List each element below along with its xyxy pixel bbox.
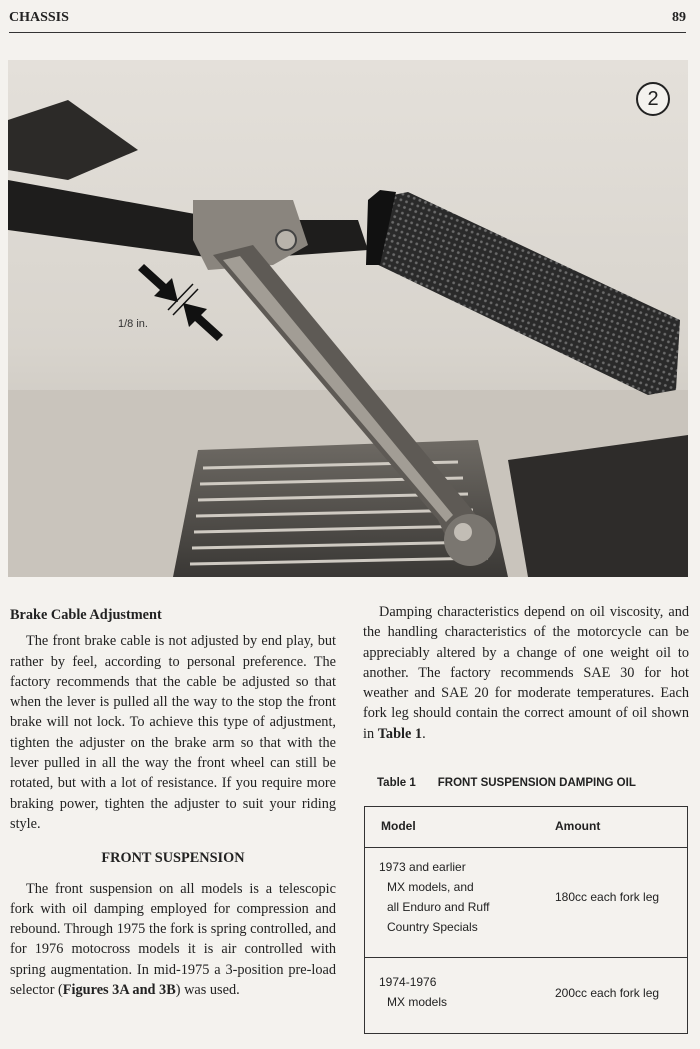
table-row-amount: 180cc each fork leg [555,890,660,904]
lever-ball-highlight [454,523,472,541]
handlebar [8,180,368,260]
paragraph-text: . [422,725,426,742]
paragraph-text: Damping characteristics depend on oil viscosity, and the handling characteristics of the motorcycle can be appreciably altered by a change of one weight oil to another. The factory recommends SAE 30 for hot weather and SAE 20 for moderate temperatures. Each fork leg should contain the correct amount of oil shown in [363,604,689,742]
model-line: 1974-1976 [379,975,437,989]
lever-ball-end [444,514,496,566]
table-title: FRONT SUSPENSION DAMPING OIL [437,777,636,789]
table-row-model [379,972,539,1012]
fork-crown [8,100,138,180]
model-line: MX models, and [387,880,474,894]
front-suspension-paragraph [10,879,336,1001]
damping-oil-table [364,806,688,1034]
figure-photo [8,60,688,577]
paragraph-text: ) was used. [175,982,240,999]
model-line: MX models [387,995,448,1009]
gap-measurement-label: 1/8 in. [118,318,148,330]
table-row-model [379,857,539,937]
fuel-tank [508,435,688,577]
page-header [9,6,686,33]
table-row-amount: 200cc each fork leg [555,986,660,1000]
right-column [363,602,689,744]
brake-cable-heading: Brake Cable Adjustment [10,607,162,623]
figure-number-badge: 2 [636,82,670,116]
model-line: 1973 and earlier [379,860,466,874]
hand-grip [368,192,680,395]
table-caption [377,777,636,789]
section-title: CHASSIS [9,10,69,25]
table-label: Table 1 [377,777,416,789]
row-divider [365,957,687,958]
pivot-bolt [276,230,296,250]
column-header-model: Model [381,819,416,833]
brake-cable-paragraph: The front brake cable is not adjusted by end play, but rather by feel, according to personal preference. The factory recommends that the cable be adjusted so that when the lever is pulled all the way to the stop the front brake will not lock. To achieve this type of adjustment, tighten the adjuster on the brake arm so that with the lever pulled in all the way the front wheel can still be rotated, but with a lot of resistance. If you require more braking power, tighten the adjuster to suit your riding style. [10,633,336,832]
page-number: 89 [672,10,686,25]
model-line: all Enduro and Ruff [387,900,490,914]
paragraph-text: The front suspension on all models is a telescopic fork with oil damping employed for compression and rebound. Through 1975 the fork is spring controlled, and for 1976 motocross models it is air controlled with spring augmentation. In mid-1975 a 3-position pre-load selector ( [10,880,336,999]
model-line: Country Specials [387,920,478,934]
gap-arrows [138,264,223,341]
brake-lever-illustration [8,60,688,577]
header-divider [365,847,687,848]
damping-paragraph [363,602,689,744]
left-column [10,605,336,1000]
table-reference: Table 1 [377,725,423,742]
figure-reference: Figures 3A and 3B [62,982,176,999]
front-suspension-heading: FRONT SUSPENSION [101,850,245,867]
column-header-amount: Amount [555,819,601,833]
